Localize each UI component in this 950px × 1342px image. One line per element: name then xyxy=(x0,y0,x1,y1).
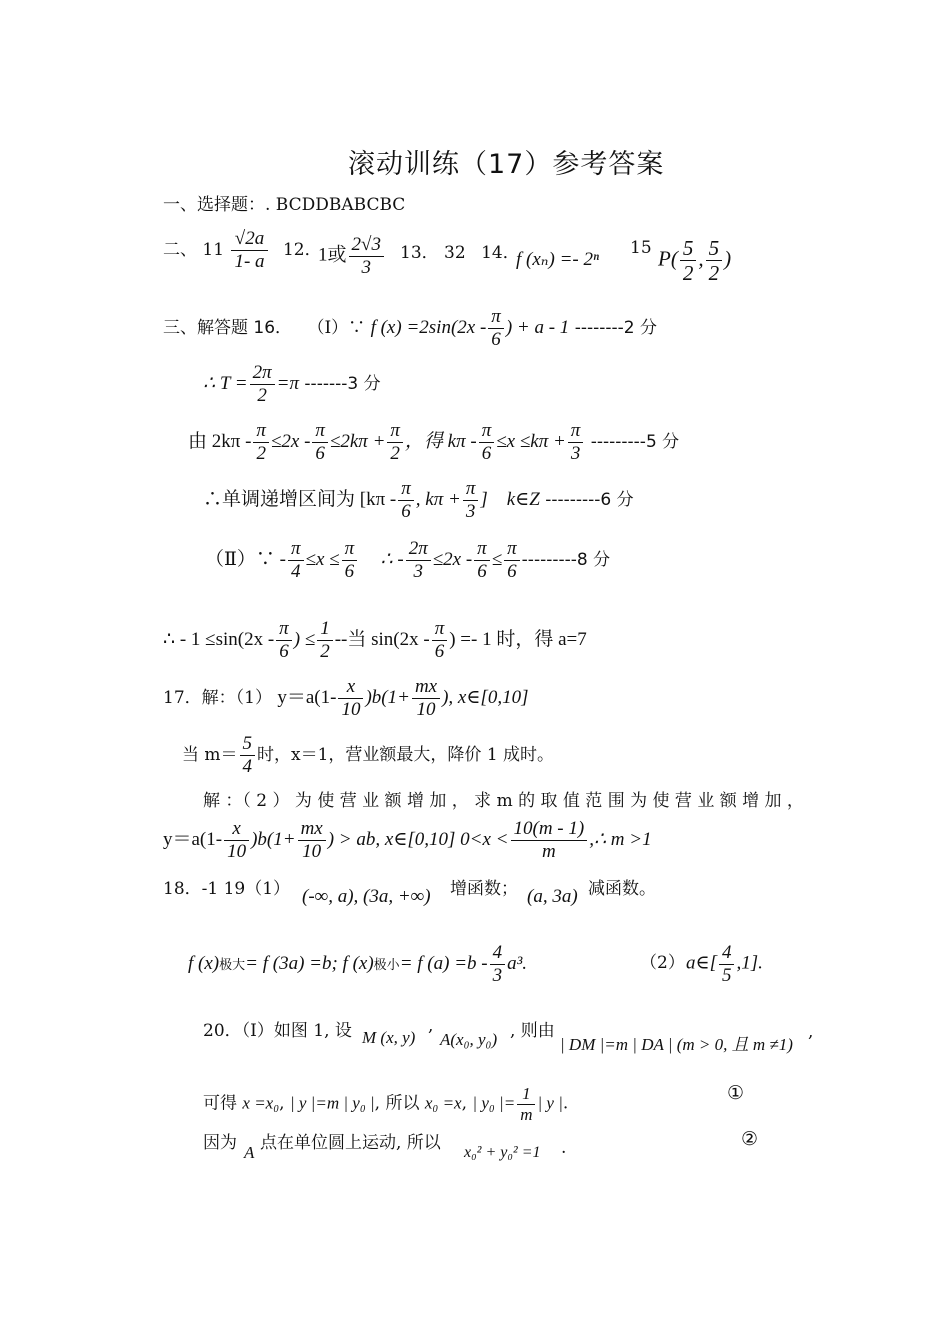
q15-a-denominator: 2 xyxy=(682,261,694,286)
q17-ypre: y＝a(1- xyxy=(277,686,337,708)
q20-comma-2: , xyxy=(808,1022,814,1042)
q20-l2-e: , 所以 xyxy=(374,1093,420,1114)
q20-point-M: M (x, y) xyxy=(362,1028,416,1047)
q17-l2-tail: 时，x＝1，营业额最大，降价 1 成时。 xyxy=(257,744,555,765)
l5-f5d: 6 xyxy=(507,560,517,582)
period-frac-d: 2 xyxy=(257,384,267,406)
q17-label: 17．解：（1） xyxy=(163,687,272,708)
l3-f2d: 6 xyxy=(315,442,325,464)
q15-b-numerator: 5 xyxy=(706,236,723,261)
q20-zeyou: , 则由 xyxy=(510,1021,555,1041)
q15-fraction-b xyxy=(706,236,723,285)
q17-line-1 xyxy=(163,676,528,721)
q17-line-4 xyxy=(163,818,652,863)
q17-l4-f2d: 10 xyxy=(302,840,322,862)
q16-line-4 xyxy=(203,478,634,523)
l3-f2n: π xyxy=(312,420,328,443)
l6-f3d: 6 xyxy=(434,640,445,662)
q20-l2-frac xyxy=(517,1084,535,1124)
q11-number: 11 xyxy=(202,239,225,260)
l4-f1d: 6 xyxy=(401,500,411,522)
q15-b-denominator: 2 xyxy=(708,261,720,286)
q20-l2-h: | y₀ |= xyxy=(472,1093,516,1113)
q16-score-1: --------2 分 xyxy=(574,317,657,338)
marker-1: ① xyxy=(727,1082,745,1104)
l4-mid: , kπ + xyxy=(415,488,461,510)
q17-l4-frac-2 xyxy=(298,818,326,863)
l3-mid4: ≤x ≤kπ + xyxy=(496,430,566,452)
q20-l3-b: 点在单位圆上运动, 所以 xyxy=(260,1133,441,1153)
q20-l2-j: . xyxy=(562,1093,569,1114)
range-fd: 5 xyxy=(721,964,732,986)
extrema-fn: 4 xyxy=(490,942,506,965)
l3-frac-5 xyxy=(568,420,584,465)
l3-f3d: 2 xyxy=(390,442,400,464)
q17-l2-fn: 5 xyxy=(240,733,256,756)
l3-mid3: ，得 kπ - xyxy=(404,430,477,452)
q16-frac xyxy=(488,306,504,351)
l3-f1d: 2 xyxy=(256,442,266,464)
l3-pre: 由 2kπ - xyxy=(188,430,252,452)
page-title: 滚动训练（17）参考答案 xyxy=(348,149,665,180)
period-pre: ∴ T = xyxy=(203,372,248,394)
extrema-fd: 3 xyxy=(492,964,503,986)
l5-f2n: π xyxy=(342,538,358,561)
q20-l2-a: 可得 xyxy=(203,1093,237,1114)
l6-f1d: 6 xyxy=(279,640,289,662)
q15-answer xyxy=(658,236,731,285)
q18-line xyxy=(163,874,290,899)
period-frac-n: 2π xyxy=(250,362,275,385)
l5-frac-4 xyxy=(474,538,490,583)
q12-numerator: 2√3 xyxy=(349,234,384,257)
q13-14 xyxy=(400,238,520,263)
q20-line-2 xyxy=(203,1084,568,1124)
q13-answer: 13． 32 xyxy=(400,243,466,263)
q20-l3-A: A xyxy=(244,1143,255,1162)
q19-extrema xyxy=(188,942,527,987)
q17-line-3: 解 ：（ 2 ） 为 使 营 业 额 增 加 ， 求 m 的 取 值 范 围 为 使 营 业 额 增 加 ， xyxy=(203,791,804,811)
extrema-frac xyxy=(490,942,506,987)
section-fill-label: 二、 xyxy=(163,239,197,260)
l5-f1n: π xyxy=(288,538,304,561)
q17-mid: )b(1+ xyxy=(365,686,410,708)
q19-range xyxy=(686,942,763,987)
l3-f5d: 3 xyxy=(570,442,581,464)
l5-frac-5 xyxy=(504,538,520,583)
l5-frac-3 xyxy=(406,538,431,583)
extrema-min-label: 极小 xyxy=(373,957,400,973)
q17-l4-frac-3 xyxy=(511,818,588,863)
q16-line-3 xyxy=(188,420,679,465)
l6-mid1: ) ≤ xyxy=(293,628,316,650)
q17-l4-f2n: mx xyxy=(298,818,326,841)
q20-l2-fd: m xyxy=(520,1104,533,1124)
l3-frac-2 xyxy=(312,420,328,465)
q12-fraction xyxy=(349,234,384,279)
q17-l4-f3n: 10(m - 1) xyxy=(511,818,588,841)
l3-frac-4 xyxy=(479,420,495,465)
q16-line-5 xyxy=(205,538,610,583)
q20-l3-a: 因为 xyxy=(203,1133,237,1153)
q18-text: 18．-1 19（1） xyxy=(163,879,291,899)
range-fn: 4 xyxy=(719,942,735,965)
q17-f2n: mx xyxy=(412,676,440,699)
q20-l2-d: | y |=m | y₀ | xyxy=(289,1093,375,1113)
q17-l2-fd: 4 xyxy=(242,755,253,777)
l5-f3d: 3 xyxy=(413,560,423,582)
q12-denominator: 3 xyxy=(361,256,371,278)
l5-f4n: π xyxy=(474,538,490,561)
q15-number: 15 xyxy=(630,238,652,258)
q19-decreasing-interval: (a, 3a) xyxy=(527,886,578,907)
q17-f1n: x xyxy=(338,676,363,699)
q15-fraction-a xyxy=(680,236,697,285)
q19-part2: （2） xyxy=(640,953,685,973)
extrema-f1: f (x) xyxy=(188,952,220,974)
l5-f4d: 6 xyxy=(477,560,487,582)
q20-l2-fn: 1 xyxy=(517,1084,535,1105)
q17-l4-f3d: m xyxy=(541,840,556,862)
l4-pre: ∴单调递增区间为 [kπ - xyxy=(203,488,397,510)
q20-l3-c: . xyxy=(561,1138,567,1158)
section-choice xyxy=(163,190,405,215)
l5-f2d: 6 xyxy=(344,560,355,582)
l5-frac-2 xyxy=(342,538,358,583)
q20-l2-g: , xyxy=(461,1093,468,1114)
l3-f3n: π xyxy=(387,420,403,443)
q17-l4-f1n: x xyxy=(224,818,249,841)
q17-l4-frac-1 xyxy=(224,818,249,863)
marker-2: ② xyxy=(741,1128,759,1150)
section-choice-answers: . BCDDBABCBC xyxy=(265,195,406,215)
q16-function: f (x) =2sin(2x - xyxy=(370,316,487,338)
q12-number: 12． xyxy=(282,239,322,260)
l3-mid2: ≤2kπ + xyxy=(329,430,386,452)
l6-f2n: 1 xyxy=(317,618,333,641)
l4-frac-2 xyxy=(463,478,479,523)
l5-f5n: π xyxy=(504,538,520,561)
q15-a-numerator: 5 xyxy=(680,236,697,261)
q16-frac-n: π xyxy=(488,306,504,329)
q16-line-6 xyxy=(163,618,587,663)
period-frac xyxy=(250,362,275,407)
section-fill xyxy=(163,228,322,273)
q16-score-2: -------3 分 xyxy=(304,373,381,394)
range-frac xyxy=(719,942,735,987)
q20-condition: | DM |=m | DA | (m > 0, 且 m ≠1) xyxy=(560,1035,793,1054)
l6-f1n: π xyxy=(276,618,292,641)
l4-f2d: 3 xyxy=(465,500,476,522)
q20-line-3 xyxy=(203,1128,237,1153)
q19-increasing-label: 增函数； xyxy=(450,879,518,899)
l6-frac-3 xyxy=(432,618,448,663)
q20-comma-1: , xyxy=(428,1016,434,1036)
q16-score-3: ---------5 分 xyxy=(590,431,680,452)
l6-f2d: 2 xyxy=(320,640,330,662)
period-tail: =π xyxy=(276,372,300,394)
q11-denominator: 1- a xyxy=(234,250,265,272)
l5-frac-1 xyxy=(288,538,304,583)
q14-number: 14． xyxy=(481,243,520,263)
q17-l4-pre: y＝a(1- xyxy=(163,828,223,850)
q19-increasing-intervals: (-∞, a), (3a, +∞) xyxy=(302,886,431,907)
q20-l3-equation: x₀² + y₀² =1 xyxy=(464,1144,541,1161)
q19-decreasing-label: 减函数。 xyxy=(588,879,656,899)
l5-mid1: ≤x ≤ xyxy=(305,548,340,570)
q17-line-2 xyxy=(182,733,554,778)
q11-numerator: √2a xyxy=(231,228,267,251)
range-a: a∈[ xyxy=(686,952,717,974)
l3-f1n: π xyxy=(253,420,269,443)
q15-close: ) xyxy=(724,246,732,271)
q17-l2-frac xyxy=(240,733,256,778)
q20-point-A: A(x₀, y₀) xyxy=(440,1030,498,1049)
q15-comma: , xyxy=(698,246,704,271)
extrema-d: a³. xyxy=(507,952,528,974)
l5-mid3: ≤2x - xyxy=(432,548,473,570)
q17-frac-1 xyxy=(338,676,363,721)
l6-frac-1 xyxy=(276,618,292,663)
q16-score-5: ---------8 分 xyxy=(521,549,611,570)
q20-l2-f: x₀ =x xyxy=(424,1093,462,1113)
l5-f1d: 4 xyxy=(291,560,301,582)
q12-answer xyxy=(318,234,386,279)
l6-frac-2 xyxy=(317,618,333,663)
l3-frac-3 xyxy=(387,420,403,465)
l5-f3n: 2π xyxy=(406,538,431,561)
q16-label: 三、解答题 16． xyxy=(163,317,293,338)
q16-line-1 xyxy=(163,306,657,351)
q20-line-1 xyxy=(203,1016,352,1041)
l6-tail: ) =- 1 时，得 a=7 xyxy=(449,628,587,650)
l4-tail: ] k∈Z xyxy=(480,488,540,510)
l3-f4d: 6 xyxy=(481,442,492,464)
q20-l2-c: , xyxy=(279,1093,285,1114)
l4-f2n: π xyxy=(463,478,479,501)
l6-f3n: π xyxy=(432,618,448,641)
q14-expression: f (xₙ) =- 2ⁿ xyxy=(516,249,599,270)
q20-l2-b: x =x₀ xyxy=(242,1093,280,1113)
l4-frac-1 xyxy=(398,478,414,523)
l3-mid1: ≤2x - xyxy=(270,430,311,452)
l4-f1n: π xyxy=(398,478,414,501)
q20-l2-i: | y | xyxy=(537,1093,563,1113)
range-tail: ,1]. xyxy=(736,952,763,974)
q11-fraction xyxy=(231,228,267,273)
q17-tail: ), x∈[0,10] xyxy=(442,686,529,708)
q16-frac-d: 6 xyxy=(491,328,501,350)
q16-tail: ) + a - 1 xyxy=(505,316,570,338)
l3-frac-1 xyxy=(253,420,269,465)
q17-l4-mid2: ) > ab, x∈[0,10] 0<x < xyxy=(327,828,509,850)
q16-score-4: ---------6 分 xyxy=(545,489,634,510)
q16-part1: （Ⅰ）∵ xyxy=(307,317,366,338)
q17-l4-tail: ,∴ m >1 xyxy=(589,828,652,850)
q17-l4-f1d: 10 xyxy=(227,840,247,862)
l3-f4n: π xyxy=(479,420,495,443)
q17-f1d: 10 xyxy=(341,698,361,720)
q17-frac-2 xyxy=(412,676,440,721)
q12-prefix: 1或 xyxy=(318,244,347,266)
q17-l4-mid: )b(1+ xyxy=(251,828,296,850)
extrema-mid: = f (3a) =b; f (x) xyxy=(245,952,374,974)
l6-mid2: --当 sin(2x - xyxy=(334,628,430,650)
l6-pre: ∴ - 1 ≤sin(2x - xyxy=(163,628,275,650)
q15-point: P( xyxy=(658,246,678,271)
extrema-c: = f (a) =b - xyxy=(399,952,488,974)
q17-l2-pre: 当 m＝ xyxy=(182,744,238,765)
l5-mid2: ∴ - xyxy=(380,548,404,570)
section-choice-label: 一、选择题： xyxy=(163,195,265,215)
q16-line-2 xyxy=(203,362,381,407)
l3-f5n: π xyxy=(568,420,584,443)
l5-part: （Ⅱ）∵ - xyxy=(205,548,286,570)
l5-mid4: ≤ xyxy=(491,548,503,570)
extrema-max-label: 极大 xyxy=(219,957,246,973)
q17-f2d: 10 xyxy=(416,698,436,720)
q20-l1-a: 20．（Ⅰ）如图 1, 设 xyxy=(203,1021,352,1041)
